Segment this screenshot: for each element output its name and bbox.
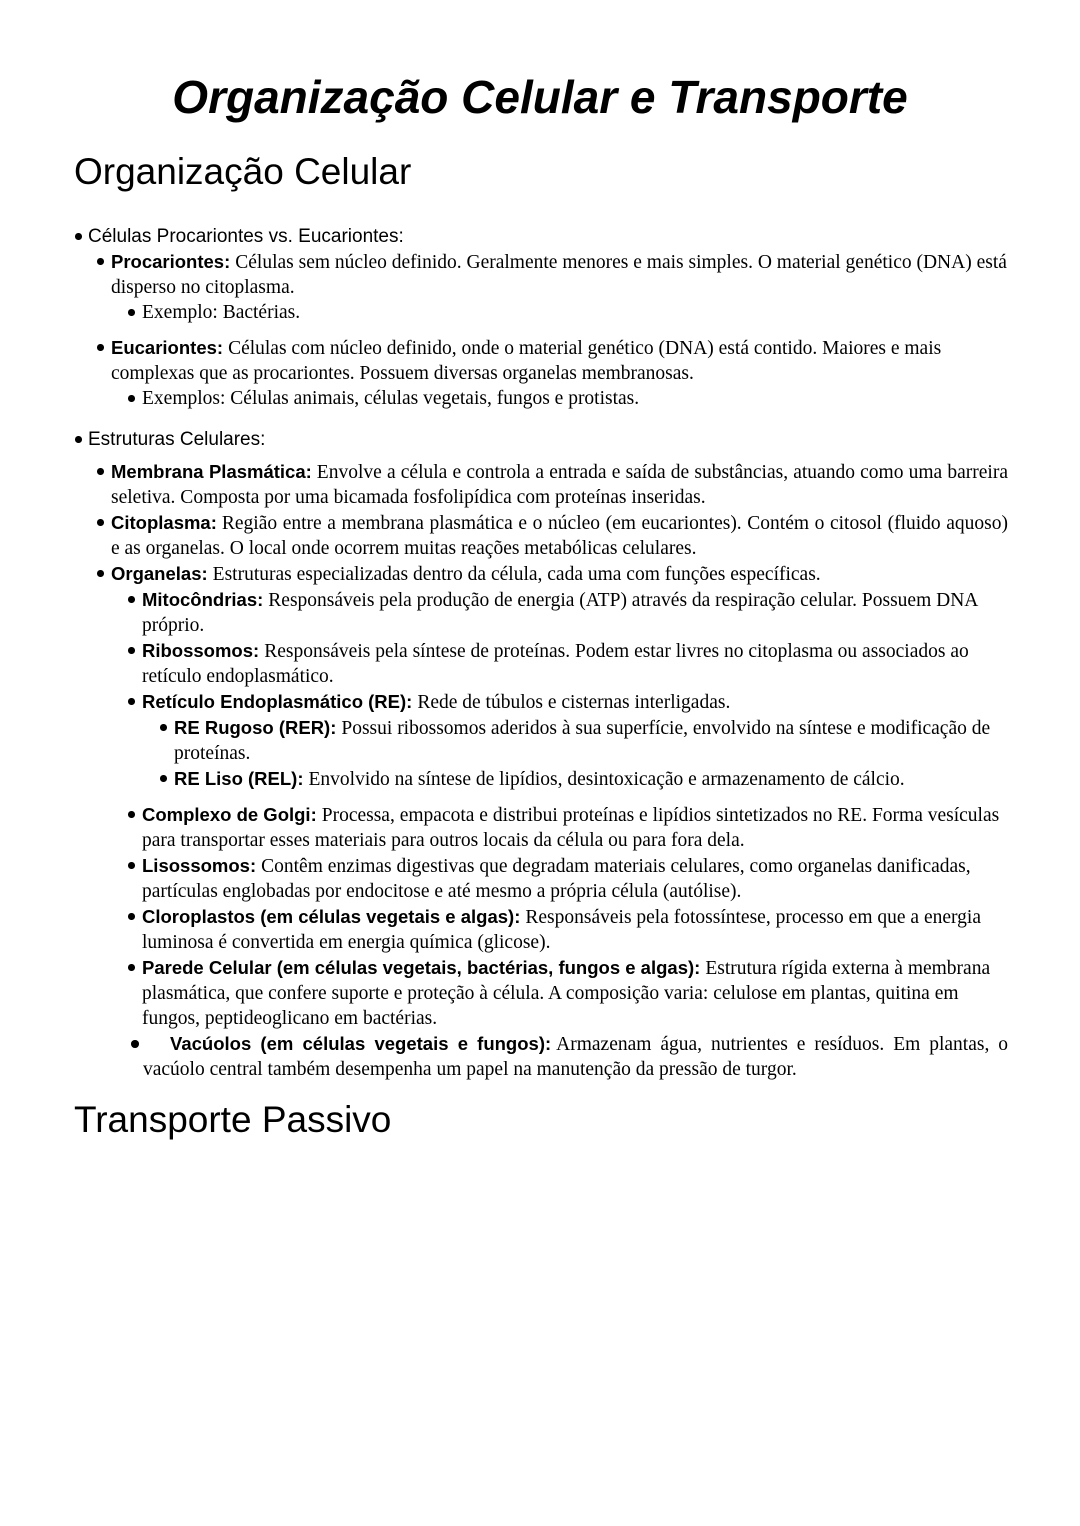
bullet-icon [97,570,104,577]
list-item-text: Estruturas Celulares: [88,429,266,451]
term-label: Vacúolos (em células vegetais e fungos): [170,1033,552,1055]
term-definition: Possui ribossomos aderidos à sua superfície, envolvido na síntese e modificação de proteínas. [174,718,991,765]
list-item-re-rugoso [0,715,1080,766]
bullet-icon [75,233,82,240]
list-item-ribossomos [0,638,1080,689]
list-item-estruturas-celulares [0,427,1080,452]
term-label: Eucariontes: [111,337,224,359]
list-item-text: Células Procariontes vs. Eucariontes: [88,226,404,248]
list-item-complexo-de-golgi [0,802,1080,853]
term-definition: Região entre a membrana plasmática e o núcleo (em eucariontes). Contém o citosol (fluido aquoso) e as organelas. O local onde ocorrem muitas reações metabólicas celulares. [111,513,1008,560]
list-item-re-liso [0,766,1080,792]
list-item-vacuolos [0,1031,1080,1082]
list-item-membrana-plasmatica [0,459,1080,510]
list-item-cloroplastos [0,904,1080,955]
term-label: Parede Celular (em células vegetais, bactérias, fungos e algas): [142,957,701,979]
list-item-celulas-procariontes-vs-eucariontes [0,224,1080,249]
term-label: Mitocôndrias: [142,589,264,611]
list-item-reticulo-endoplasmatico [0,689,1080,715]
term-definition: Rede de túbulos e cisternas interligadas. [417,692,731,714]
term-definition: Estruturas especializadas dentro da célula, cada uma com funções específicas. [212,564,821,586]
term-label: Membrana Plasmática: [111,461,312,483]
bullet-icon [128,964,135,971]
bullet-icon [160,724,167,731]
section-heading-organizacao-celular: Organização Celular [74,151,412,192]
term-label: Ribossomos: [142,640,260,662]
term-definition: Células com núcleo definido, onde o material genético (DNA) está contido. Maiores e mais complexas que as procariontes. Possuem diversas organelas membranosas. [111,338,942,385]
bullet-icon [128,596,135,603]
bullet-icon [160,775,167,782]
bullet-icon [128,309,135,316]
term-label: Procariontes: [111,251,231,273]
bullet-icon [97,468,104,475]
term-definition: Estrutura rígida externa à membrana plasmática, que confere suporte e proteção à célula. A composição varia: celulose em plantas, quitina em fungos, peptideoglicano em bactérias. [142,958,991,1030]
term-label: Retículo Endoplasmático (RE): [142,691,413,713]
term-label: Complexo de Golgi: [142,804,317,826]
bullet-icon [128,811,135,818]
term-definition: Células sem núcleo definido. Geralmente menores e mais simples. O material genético (DNA) está disperso no citoplasma. [111,252,1007,299]
bullet-icon [128,395,135,402]
list-item-organelas [0,561,1080,587]
list-item-eucariontes [0,335,1080,386]
list-item-exemplo-bacterias [0,300,1080,325]
term-definition: Envolve a célula e controla a entrada e saída de substâncias, atuando como uma barreira seletiva. Composta por uma bicamada fosfolipídica com proteínas inseridas. [111,462,1008,509]
term-definition: Contêm enzimas digestivas que degradam materiais celulares, como organelas danificadas, partículas englobadas por endocitose e até mesmo a própria célula (autólise). [142,856,971,903]
term-label: Lisossomos: [142,855,257,877]
term-label: RE Rugoso (RER): [174,717,337,739]
bullet-icon [128,647,135,654]
term-definition: Responsáveis pela fotossíntese, processo em que a energia luminosa é convertida em energia química (glicose). [142,907,981,954]
bullet-icon [131,1040,139,1048]
term-definition: Responsáveis pela síntese de proteínas. Podem estar livres no citoplasma ou associados ao retículo endoplasmático. [142,641,969,688]
list-item-text: Exemplo: Bactérias. [142,302,301,324]
term-label: Citoplasma: [111,512,217,534]
term-definition: Armazenam água, nutrientes e resíduos. Em plantas, o vacúolo central também desempenha um papel na manutenção da pressão de turgor. [143,1034,1008,1081]
bullet-icon [75,436,82,443]
term-label: RE Liso (REL): [174,768,304,790]
document-title: Organização Celular e Transporte [172,71,908,123]
bullet-icon [128,862,135,869]
bullet-icon [97,519,104,526]
list-item-parede-celular [0,955,1080,1031]
term-definition: Responsáveis pela produção de energia (ATP) através da respiração celular. Possuem DNA próprio. [142,590,978,637]
term-definition: Envolvido na síntese de lipídios, desintoxicação e armazenamento de cálcio. [308,769,905,791]
notes-list [0,224,1080,1082]
bullet-icon [128,913,135,920]
list-item-procariontes [0,249,1080,300]
list-item-mitocondrias [0,587,1080,638]
term-label: Cloroplastos (em células vegetais e algas): [142,906,521,928]
list-item-text: Exemplos: Células animais, células vegetais, fungos e protistas. [142,388,640,410]
term-definition: Processa, empacota e distribui proteínas e lipídios sintetizados no RE. Forma vesículas para transportar esses materiais para outros locais da célula ou para fora dela. [142,805,1000,852]
bullet-icon [128,698,135,705]
list-item-lisossomos [0,853,1080,904]
term-label: Organelas: [111,563,208,585]
section-heading-transporte-passivo: Transporte Passivo [74,1099,392,1141]
bullet-icon [97,258,104,265]
bullet-icon [97,344,104,351]
list-item-exemplos-celulas [0,386,1080,411]
list-item-citoplasma [0,510,1080,561]
